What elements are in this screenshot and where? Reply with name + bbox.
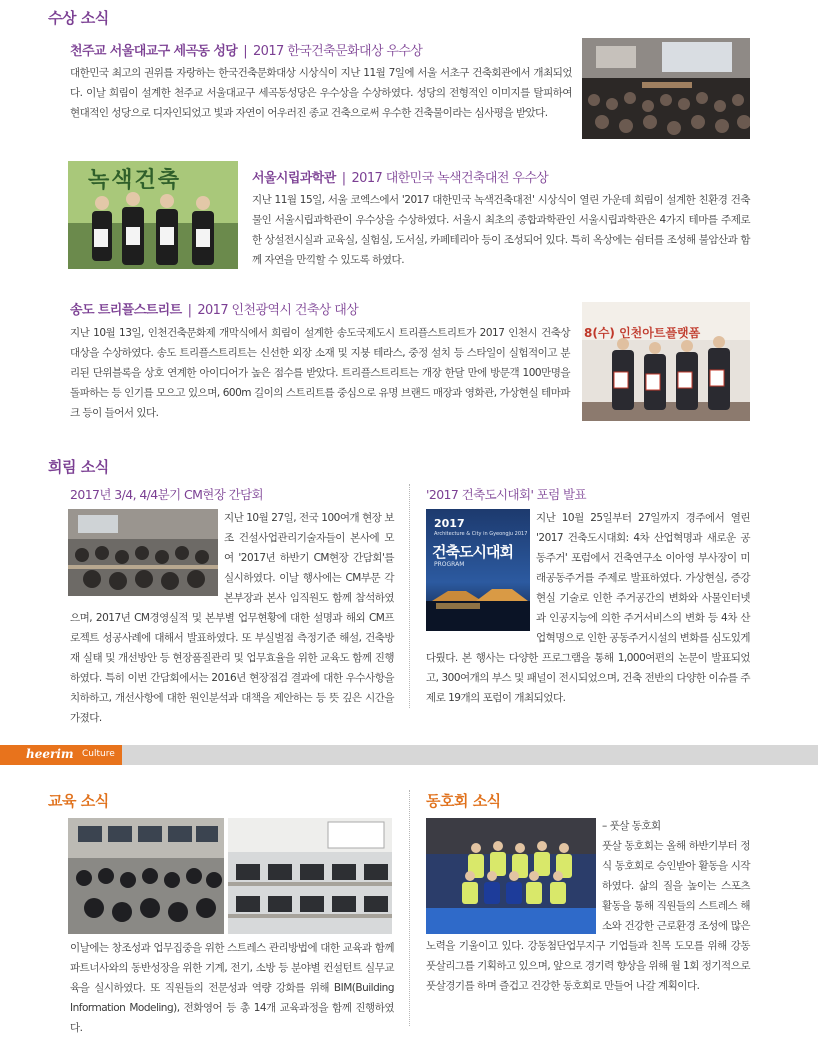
cm-meeting-body — [70, 508, 394, 728]
forum-poster-float-spacer — [426, 508, 536, 630]
award-2-heading: 서울시립과학관 | 2017 대한민국 녹색건축대전 우수상 — [252, 171, 549, 186]
forum-title: '2017 건축도시대회' 포럼 발표 — [426, 487, 586, 502]
award-2-name: 서울시립과학관 — [252, 171, 336, 186]
award-1-body: 대한민국 최고의 권위를 자랑하는 한국건축문화대상 시상식이 지난 11월 7일에 서울 서초구 건축회관에서 개최되었다. 이날 희림이 설계한 천주교 서울대교구 세곡동성당은 우수상을 수상하였다. 성당의 전형적인 이미지를 탈피하여 현대적인 성당으로 디자인되었고 빛과 자연이 어우러진 종교 건축으로써 우수한 건축물이라는 심사평을 받았다. — [70, 67, 572, 119]
cm-photo-float-spacer — [70, 508, 224, 596]
culture-bar — [0, 745, 818, 765]
awards-section-title: 수상 소식 — [48, 9, 109, 27]
award-3-heading: 송도 트리플스트리트 | 2017 인천광역시 건축상 대상 — [70, 303, 359, 318]
award-3-body: 지난 10월 13일, 인천건축문화제 개막식에서 희림이 설계한 송도국제도시 트리플스트리트가 2017 인천시 건축상 대상을 수상하였다. 송도 트리플스트리트는 신선한 외장 소재 및 지붕 테라스, 중정 설치 등 스타일이 실험적이고 분리된 단위블록을 상호 연계한 아이디어가 높은 점수를 받았다. 트리플스트리트는 개장 한달 만에 방문객 100만명을 돌파하는 등 인기를 모으고 있으며, 600m 길이의 스트리트를 중심으로 유명 브랜드 매장과 영화관, 가상현실 테마파크 등이 들어서 있다. — [70, 327, 570, 419]
incheon-art-platform-banner: 8(수) 인천아트플랫폼 — [584, 326, 701, 340]
news-divider — [409, 484, 410, 708]
award-1-name: 천주교 서울대교구 세곡동 성당 — [70, 44, 238, 59]
award-2-award: 2017 대한민국 녹색건축대전 우수상 — [351, 171, 549, 186]
heerim-news-section-title: 희림 소식 — [48, 458, 109, 476]
poster-program: PROGRAM — [434, 561, 465, 568]
education-section-title: 교육 소식 — [48, 792, 109, 810]
award-1-heading: 천주교 서울대교구 세곡동 성당 | 2017 한국건축문화대상 우수상 — [70, 44, 423, 59]
education-photo-2 — [228, 818, 392, 934]
award-2-ceremony-photo — [68, 161, 238, 269]
poster-title: 건축도시대회 — [432, 543, 513, 561]
award-1-ceremony-photo — [582, 38, 750, 139]
cm-meeting-body-text: 지난 10월 27일, 전국 100여개 현장 보조 건설사업관리기술자들이 본사에 모여 '2017년 하반기 CM현장 간담회'를 실시하였다. 이날 행사에는 CM부문 각 본부장과 본사 임직원도 함께 참석하였으며, 2017년 CM경영실적 및 본부별 업무현황에 대한 설명과 해외 CM프로젝트 성공사례에 대해서 발표하였다. 또 부실벌점 측정기준 해설, 건축방재 실태 및 개선방안 등 현장품질관리 및 업무효율을 위한 교육도 함께 진행하였다. 특히 이번 간담회에서는 2016년 현장점검 결과에 대한 우수사항을 치하하고, 개선사항에 대한 원인분석과 대책을 제안하는 등 뜻 깊은 시간을 가졌다. — [70, 512, 394, 724]
club-photo-float-spacer — [426, 836, 602, 936]
green-architecture-banner: 녹색건축 — [88, 168, 182, 193]
education-photo-1 — [68, 818, 224, 934]
club-body-text: 풋살 동호회는 올해 하반기부터 정식 동호회로 승인받아 활동을 시작하였다. 삶의 질을 높이는 스포츠활동을 통해 직원들의 스트레스 해소와 건강한 근로환경 조성에 많은 노력을 기울이고 있다. 강동첨단업무지구 기업들과 친목 도모를 위해 강동 풋살리그를 기획하고 있으며, 앞으로 경기력 향상을 위해 월 1회 정기적으로 풋살경기를 하며 즐겁고 건강한 동호회로 만들어 나갈 계획이다. — [426, 840, 750, 992]
award-3-ceremony-photo — [582, 302, 750, 421]
club-subtitle: – 풋살 동호회 — [602, 820, 661, 832]
forum-body — [426, 508, 750, 708]
poster-year: 2017 — [434, 517, 465, 530]
culture-label: Culture — [82, 749, 115, 759]
award-1-award: 2017 한국건축문화대상 우수상 — [253, 44, 423, 59]
award-3-award: 2017 인천광역시 건축상 대상 — [197, 303, 359, 318]
award-2-body: 지난 11월 15일, 서울 코엑스에서 '2017 대한민국 녹색건축대전' 시상식이 열린 가운데 희림이 설계한 친환경 건축물인 서울시립과학관이 우수상을 수상하였다. 서울시 최초의 종합과학관인 서울시립과학관은 4가지 테마를 주제로 한 상설전시실과 교육실, 실험실, 도서실, 카페테리아 등이 조성되어 있다. 특히 옥상에는 쉼터를 조성해 불암산과 함께 자연을 만끽할 수 있도록 하였다. — [252, 194, 750, 266]
cm-meeting-title: 2017년 3/4, 4/4분기 CM현장 간담회 — [70, 487, 264, 502]
culture-divider — [409, 790, 410, 1026]
poster-subtitle: Architecture & City in Gyeongju 2017 — [434, 531, 528, 537]
heerim-logo: heerim — [26, 747, 74, 761]
forum-body-text: 지난 10월 25일부터 27일까지 경주에서 열린 '2017 건축도시대회: 4차 산업혁명과 새로운 공동주거' 포럼에서 건축연구소 이아영 부사장이 미래공동주거를 주제로 발표하였다. 가상현실, 증강현실 기술로 인한 주거공간의 변화와 사물인터넷과 인공지능에 의한 주거서비스의 변화 등 4차 산업혁명으로 인한 공동주거시설의 변화를 심도있게 다뤘다. 본 행사는 다양한 프로그램을 통해 1,000여편의 논문이 발표되었고, 300여개의 부스 및 패널이 전시되었으며, 건축 전반의 다양한 이슈를 주제로 19개의 포럼이 개최되었다. — [426, 512, 750, 704]
education-body: 이날에는 창조성과 업무집중을 위한 스트레스 관리방법에 대한 교육과 함께 파트너사와의 동반성장을 위한 기계, 전기, 소방 등 분야별 컨설턴트 실무교육을 실시하였다. 또 직원들의 전문성과 역량 강화를 위해 BIM(Building Information Modeling), 전화영어 등 총 14개 교육과정을 함께 진행하였다. — [70, 942, 394, 1034]
culture-tag — [0, 745, 122, 765]
award-3-name: 송도 트리플스트리트 — [70, 303, 182, 318]
club-body — [426, 836, 750, 996]
club-section-title: 동호회 소식 — [426, 792, 501, 810]
